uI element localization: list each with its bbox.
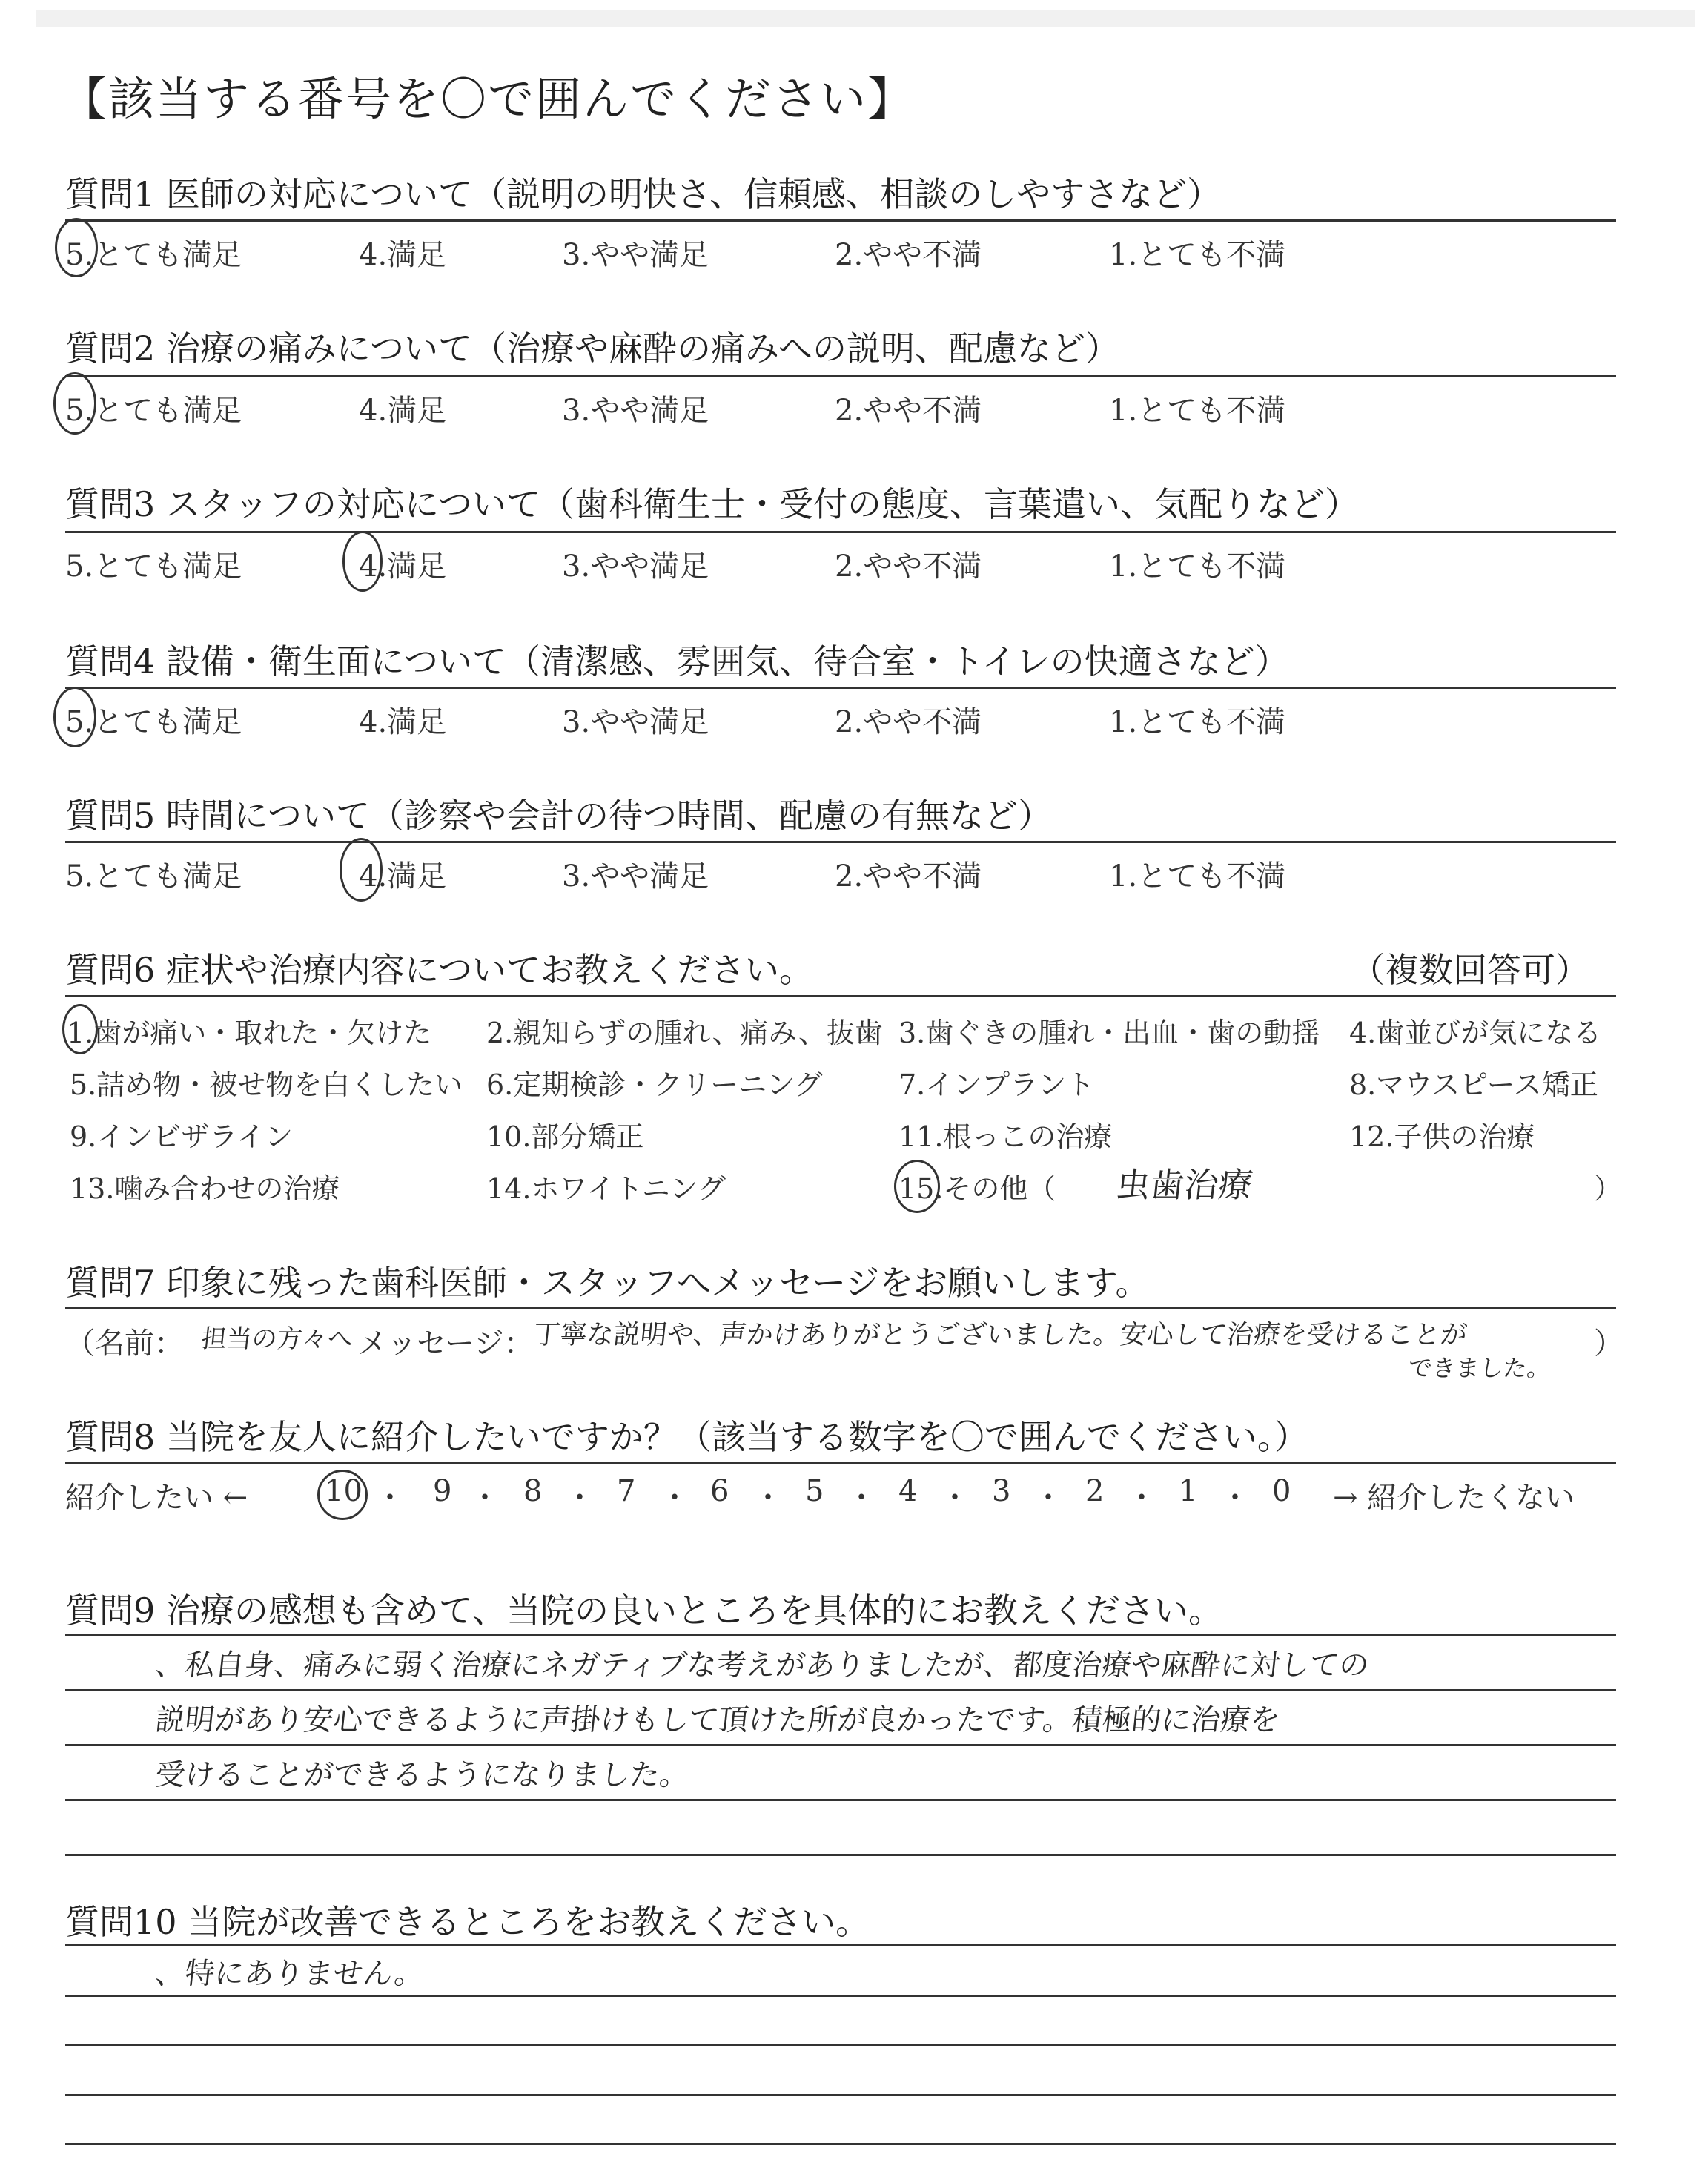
q6-option-1[interactable]: 1.歯が痛い・取れた・欠けた bbox=[67, 1017, 432, 1049]
q3-option-2[interactable]: 2.やや不満 bbox=[835, 549, 982, 584]
q3-option-5[interactable]: 5.とても満足 bbox=[65, 549, 242, 584]
q7-name-handwritten: 担当の方々へ bbox=[199, 1324, 354, 1354]
q4-option-3[interactable]: 3.やや満足 bbox=[562, 705, 709, 739]
q8-dot: ・ bbox=[753, 1481, 783, 1515]
q8-score-10[interactable]: 10 bbox=[325, 1474, 363, 1508]
question-5-rule bbox=[65, 841, 1616, 843]
q6-other-handwritten: 虫歯治療 bbox=[1113, 1165, 1255, 1205]
q10-answer-line bbox=[65, 2143, 1616, 2145]
q4-option-1[interactable]: 1.とても不満 bbox=[1109, 705, 1286, 739]
q5-option-1[interactable]: 1.とても不満 bbox=[1109, 859, 1286, 894]
q7-close-paren: ） bbox=[1594, 1327, 1623, 1361]
question-8-label: 質問8 当院を友人に紹介したいですか？（該当する数字を〇で囲んでください。） bbox=[65, 1417, 1308, 1457]
q9-answer-line-1: 、私自身、痛みに弱く治療にネガティブな考えがありましたが、都度治療や麻酔に対しての bbox=[153, 1648, 1371, 1682]
question-1-label: 質問1 医師の対応について（説明の明快さ、信頼感、相談のしやすさなど） bbox=[65, 174, 1222, 214]
q8-score-7[interactable]: 7 bbox=[617, 1474, 636, 1508]
question-7-label: 質問7 印象に残った歯科医師・スタッフへメッセージをお願いします。 bbox=[65, 1263, 1150, 1303]
q8-score-9[interactable]: 9 bbox=[433, 1474, 452, 1508]
q4-selection-circle bbox=[53, 687, 96, 747]
q6-option-1-circle bbox=[62, 1004, 98, 1054]
question-2-rule bbox=[65, 375, 1616, 377]
q8-dot: ・ bbox=[375, 1481, 405, 1515]
q6-option-12[interactable]: 12.子供の治療 bbox=[1349, 1120, 1535, 1153]
question-4-rule bbox=[65, 687, 1616, 689]
q3-option-1[interactable]: 1.とても不満 bbox=[1109, 549, 1286, 584]
question-6-label: 質問6 症状や治療内容についてお教えください。 bbox=[65, 950, 813, 990]
question-10-label: 質問10 当院が改善できるところをお教えください。 bbox=[65, 1902, 870, 1942]
q8-score-3[interactable]: 3 bbox=[992, 1474, 1011, 1508]
q3-option-3[interactable]: 3.やや満足 bbox=[562, 549, 709, 584]
q1-option-4[interactable]: 4.満足 bbox=[359, 238, 447, 272]
question-3-rule bbox=[65, 531, 1616, 533]
q5-option-2[interactable]: 2.やや不満 bbox=[835, 859, 982, 894]
q2-option-4[interactable]: 4.満足 bbox=[359, 394, 447, 428]
q8-dot: ・ bbox=[660, 1481, 689, 1515]
q8-score-6[interactable]: 6 bbox=[710, 1474, 729, 1508]
q10-answer-line bbox=[65, 2044, 1616, 2046]
q10-answer-handwritten: 、特にありません。 bbox=[153, 1957, 426, 1991]
q6-option-3[interactable]: 3.歯ぐきの腫れ・出血・歯の動揺 bbox=[898, 1017, 1320, 1049]
q6-option-8[interactable]: 8.マウスピース矯正 bbox=[1349, 1069, 1598, 1101]
q8-dot: ・ bbox=[847, 1481, 876, 1515]
q1-option-3[interactable]: 3.やや満足 bbox=[562, 238, 709, 272]
q4-option-5[interactable]: 5.とても満足 bbox=[65, 705, 242, 739]
q1-option-5[interactable]: 5.とても満足 bbox=[65, 238, 242, 272]
question-8-rule bbox=[65, 1462, 1616, 1464]
q6-option-6[interactable]: 6.定期検診・クリーニング bbox=[486, 1069, 823, 1101]
question-7-rule bbox=[65, 1307, 1616, 1309]
q1-option-2[interactable]: 2.やや不満 bbox=[835, 238, 982, 272]
q6-other-close-paren: ） bbox=[1594, 1172, 1623, 1205]
q9-answer-line bbox=[65, 1634, 1616, 1636]
question-3-label: 質問3 スタッフの対応について（歯科衛生士・受付の態度、言葉遣い、気配りなど） bbox=[65, 484, 1359, 524]
q8-score-0[interactable]: 0 bbox=[1272, 1474, 1291, 1508]
q3-selection-circle bbox=[342, 531, 383, 592]
q2-option-2[interactable]: 2.やや不満 bbox=[835, 394, 982, 428]
question-9-label: 質問9 治療の感想も含めて、当院の良いところを具体的にお教えください。 bbox=[65, 1591, 1222, 1631]
q6-option-15[interactable]: 15.その他（ bbox=[898, 1172, 1056, 1205]
q5-selection-circle bbox=[340, 838, 383, 902]
q7-message-label: メッセージ： bbox=[357, 1327, 534, 1361]
q9-answer-line bbox=[65, 1854, 1616, 1856]
q8-left-label: 紹介したい ← bbox=[65, 1481, 248, 1515]
question-6-rule bbox=[65, 995, 1616, 997]
q8-score-2[interactable]: 2 bbox=[1085, 1474, 1105, 1508]
q1-selection-circle bbox=[55, 218, 98, 277]
q6-option-15-circle bbox=[894, 1160, 940, 1213]
q8-dot: ・ bbox=[1127, 1481, 1156, 1515]
q2-option-1[interactable]: 1.とても不満 bbox=[1109, 394, 1286, 428]
question-2-label: 質問2 治療の痛みについて（治療や麻酔の痛みへの説明、配慮など） bbox=[65, 328, 1120, 369]
q6-option-7[interactable]: 7.インプラント bbox=[898, 1069, 1095, 1101]
question-4-label: 質問4 設備・衛生面について（清潔感、雰囲気、待合室・トイレの快適さなど） bbox=[65, 641, 1289, 681]
q8-dot: ・ bbox=[1220, 1481, 1250, 1515]
q10-answer-line bbox=[65, 1995, 1616, 1997]
q6-option-5[interactable]: 5.詰め物・被せ物を白くしたい bbox=[70, 1069, 463, 1101]
q6-option-4[interactable]: 4.歯並びが気になる bbox=[1349, 1017, 1602, 1049]
q7-name-label: （名前： bbox=[65, 1327, 184, 1361]
q4-option-2[interactable]: 2.やや不満 bbox=[835, 705, 982, 739]
scan-top-band bbox=[36, 10, 1695, 27]
form-header: 【該当する番号を〇で囲んでください】 bbox=[61, 72, 916, 126]
q6-option-13[interactable]: 13.噛み合わせの治療 bbox=[70, 1172, 340, 1205]
q6-option-9[interactable]: 9.インビザライン bbox=[70, 1120, 294, 1153]
q6-option-14[interactable]: 14.ホワイトニング bbox=[486, 1172, 726, 1205]
q7-message-line-1: 丁寧な説明や、声かけありがとうございました。安心して治療を受けることが bbox=[532, 1320, 1469, 1350]
q5-option-5[interactable]: 5.とても満足 bbox=[65, 859, 242, 894]
question-5-label: 質問5 時間について（診察や会計の待つ時間、配慮の有無など） bbox=[65, 796, 1052, 836]
q10-answer-line bbox=[65, 2094, 1616, 2096]
q8-score-1[interactable]: 1 bbox=[1179, 1474, 1198, 1508]
q7-message-line-2: できました。 bbox=[1406, 1354, 1552, 1382]
q8-score-5[interactable]: 5 bbox=[805, 1474, 824, 1508]
q9-answer-line bbox=[65, 1744, 1616, 1746]
question-1-rule bbox=[65, 219, 1616, 222]
q4-option-4[interactable]: 4.満足 bbox=[359, 705, 447, 739]
q2-selection-circle bbox=[53, 372, 96, 435]
q8-selection-circle bbox=[317, 1470, 368, 1520]
q5-option-3[interactable]: 3.やや満足 bbox=[562, 859, 709, 894]
q2-option-5[interactable]: 5.とても満足 bbox=[65, 394, 242, 428]
q6-option-2[interactable]: 2.親知らずの腫れ、痛み、抜歯 bbox=[486, 1017, 883, 1049]
q8-dot: ・ bbox=[940, 1481, 970, 1515]
q1-option-1[interactable]: 1.とても不満 bbox=[1109, 238, 1286, 272]
q9-answer-line bbox=[65, 1689, 1616, 1691]
q9-answer-line-2: 説明があり安心できるように声掛けもして頂けた所が良かったです。積極的に治療を bbox=[153, 1703, 1282, 1737]
q8-dot: ・ bbox=[1033, 1481, 1063, 1515]
q9-answer-line-3: 受けることができるようになりました。 bbox=[153, 1758, 692, 1792]
q8-score-8[interactable]: 8 bbox=[523, 1474, 543, 1508]
question-6-note: （複数回答可） bbox=[1351, 950, 1589, 990]
q8-dot: ・ bbox=[470, 1481, 500, 1515]
q6-option-10[interactable]: 10.部分矯正 bbox=[486, 1120, 644, 1153]
q6-option-11[interactable]: 11.根っこの治療 bbox=[898, 1120, 1113, 1153]
q8-dot: ・ bbox=[565, 1481, 595, 1515]
q8-right-label: → 紹介したくない bbox=[1333, 1481, 1575, 1515]
q3-option-4[interactable]: 4.満足 bbox=[359, 549, 447, 584]
q10-answer-line bbox=[65, 1944, 1616, 1946]
q8-score-4[interactable]: 4 bbox=[898, 1474, 918, 1508]
q9-answer-line bbox=[65, 1799, 1616, 1801]
q2-option-3[interactable]: 3.やや満足 bbox=[562, 394, 709, 428]
q5-option-4[interactable]: 4.満足 bbox=[359, 859, 447, 894]
